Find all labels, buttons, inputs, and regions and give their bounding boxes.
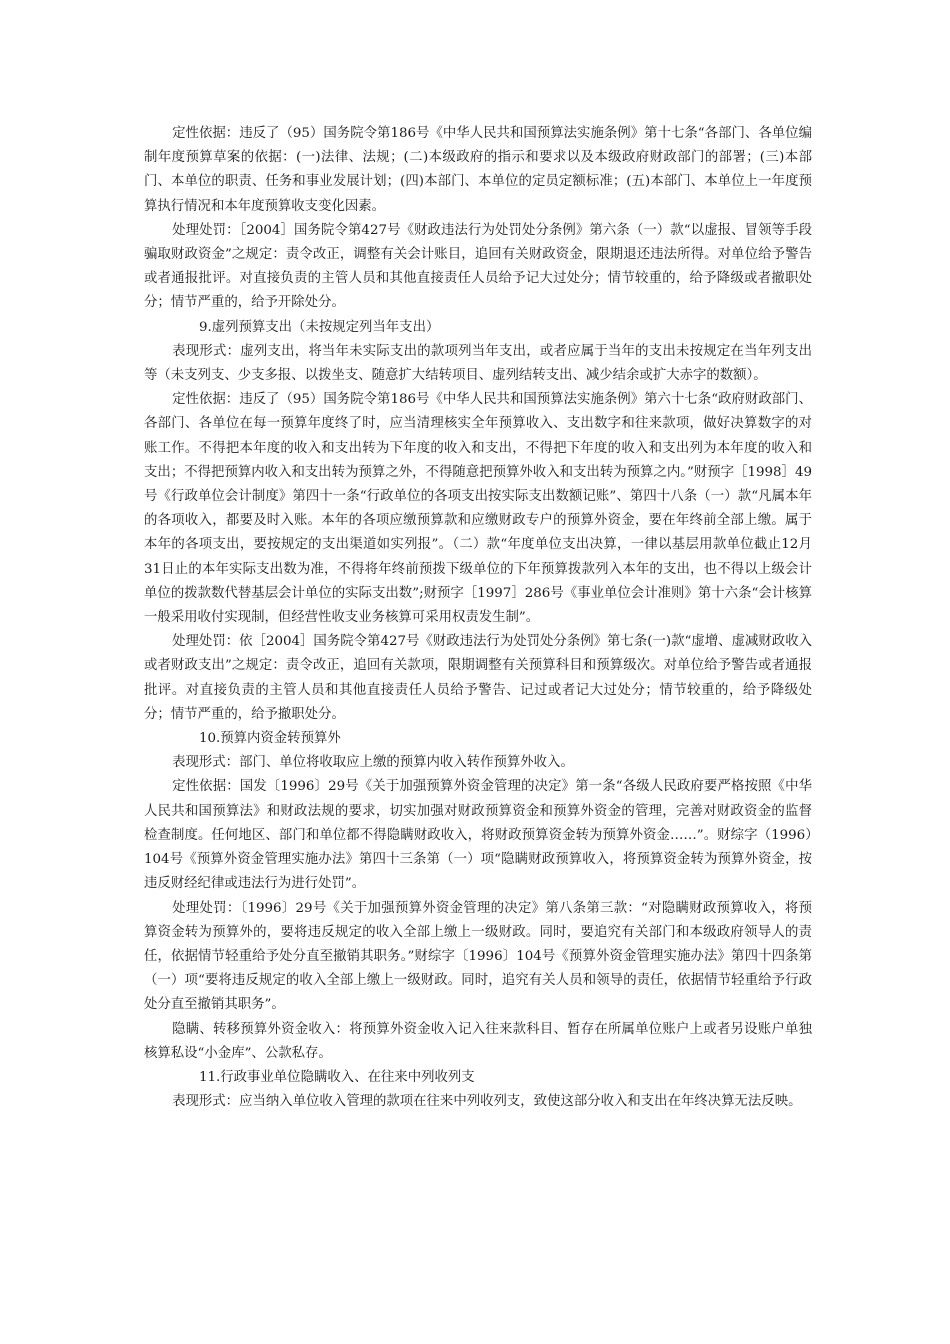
paragraph-basis-budget-draft: 定性依据：违反了（95）国务院令第186号《中华人民共和国预算法实施条例》第十七条“各部门、各单位编制年度预算草案的依据：(一)法律、法规；(二)本级政府的指示和要求以及本级政府财政部门的部署；(三)本部门、本单位的职责、任务和事业发展计划；(四)本部门、本单位的定员定额标准；(五)本部门、本单位上一年度预算执行情况和本年度预算收支变化因素。	[144, 126, 812, 214]
paragraph-form-transfer: 表现形式：部门、单位将收取应上缴的预算内收入转作预算外收入。	[172, 755, 574, 771]
paragraph-penalty-extra-budget: 处理处罚：〔1996〕29号《关于加强预算外资金管理的决定》第八条第三款：“对隐瞒财政预算收入，将预算资金转为预算外的，要将违反规定的收入全部上缴上一级财政。同时，要追究有关部门和本级政府领导人的责任，依据情节轻重给予处分直至撤销其职务。”财综字〔1996〕104号《预算外资金管理实施办法》第四十四条第（一）项“要将违反规定的收入全部上缴上一级财政。同时，追究有关人员和领导的责任，依据情节轻重给予行政处分直至撤销其职务”。	[144, 900, 812, 1013]
paragraph-basis-extra-budget: 定性依据：国发〔1996〕29号《关于加强预算外资金管理的决定》第一条“各级人民政府要严格按照《中华人民共和国预算法》和财政法规的要求，切实加强对财政预算资金和预算外资金的管理，完善对财政资金的监督检查制度。任何地区、部门和单位都不得隐瞒财政收入，将财政预算资金转为预算外资金……”。财综字（1996）104号《预算外资金管理实施办法》第四十三条第（一）项“隐瞒财政预算收入，将预算资金转为预算外资金，按违反财经纪律或违法行为进行处罚”。	[144, 779, 812, 892]
section-heading-10: 10.预算内资金转预算外	[198, 731, 341, 747]
paragraph-form-concealed-income: 表现形式：应当纳入单位收入管理的款项在往来中列收列支，致使这部分收入和支出在年终决算无法反映。	[172, 1094, 802, 1110]
document-page	[144, 122, 812, 1114]
paragraph-basis-year-end: 定性依据：违反了（95）国务院令第186号《中华人民共和国预算法实施条例》第六十七条“政府财政部门、各部门、各单位在每一预算年度终了时，应当清理核实全年预算收入、支出数字和往来款项，做好决算数字的对账工作。不得把本年度的收入和支出转为下年度的收入和支出，不得把下年度的收入和支出列为本年度的收入和支出；不得把预算内收入和支出转为预算之外，不得随意把预算外收入和支出转为预算之内。”财预字［1998］49号《行政单位会计制度》第四十一条“行政单位的各项支出按实际支出数额记账”、第四十八条（一）款“凡属本年的各项收入，都要及时入账。本年的各项应缴预算款和应缴财政专户的预算外资金，要在年终前全部上缴。属于本年的各项支出，要按规定的支出渠道如实列报”。（二）款“年度单位支出决算，一律以基层用款单位截止12月31日止的本年实际支出数为准，不得将年终前预拨下级单位的下年预算拨款列入本年的支出，也不得以上级会计单位的拨款数代替基层会计单位的实际支出数”;财预字［1997］286号《事业单位会计准则》第十六条“会计核算一般采用收付实现制，但经营性收支业务核算可采用权责发生制”。	[144, 392, 812, 626]
section-heading-9: 9.虚列预算支出（未按规定列当年支出）	[198, 319, 440, 335]
paragraph-concealment: 隐瞒、转移预算外资金收入：将预算外资金收入记入往来款科目、暂存在所属单位账户上或者另设账户单独核算私设“小金库”、公款私存。	[144, 1021, 812, 1061]
section-heading-11: 11.行政事业单位隐瞒收入、在往来中列收列支	[198, 1069, 475, 1085]
paragraph-penalty-fraud: 处理处罚：［2004］国务院令第427号《财政违法行为处罚处分条例》第六条（一）款“以虚报、冒领等手段骗取财政资金”之规定：责令改正，调整有关会计账目，追回有关财政资金，限期退还违法所得。对单位给予警告或者通报批评。对直接负责的主管人员和其他直接责任人员给予记大过处分；情节较重的，给予降级或者撤职处分；情节严重的，给予开除处分。	[144, 222, 812, 311]
paragraph-form-false-expenditure: 表现形式：虚列支出，将当年未实际支出的款项列当年支出，或者应属于当年的支出未按规定在当年列支出等（未支列支、少支多报、以拨坐支、随意扩大结转项目、虚列结转支出、减少结余或扩大赤字的数额）。	[144, 343, 812, 384]
paragraph-penalty-false-revenue: 处理处罚：依［2004］国务院令第427号《财政违法行为处罚处分条例》第七条(一)款“虚增、虚减财政收入或者财政支出”之规定：责令改正，追回有关款项，限期调整有关预算科目和预算级次。对单位给予警告或者通报批评。对直接负责的主管人员和其他直接责任人员给予警告、记过或者记大过处分；情节较重的，给予降级处分；情节严重的，给予撤职处分。	[144, 634, 812, 722]
